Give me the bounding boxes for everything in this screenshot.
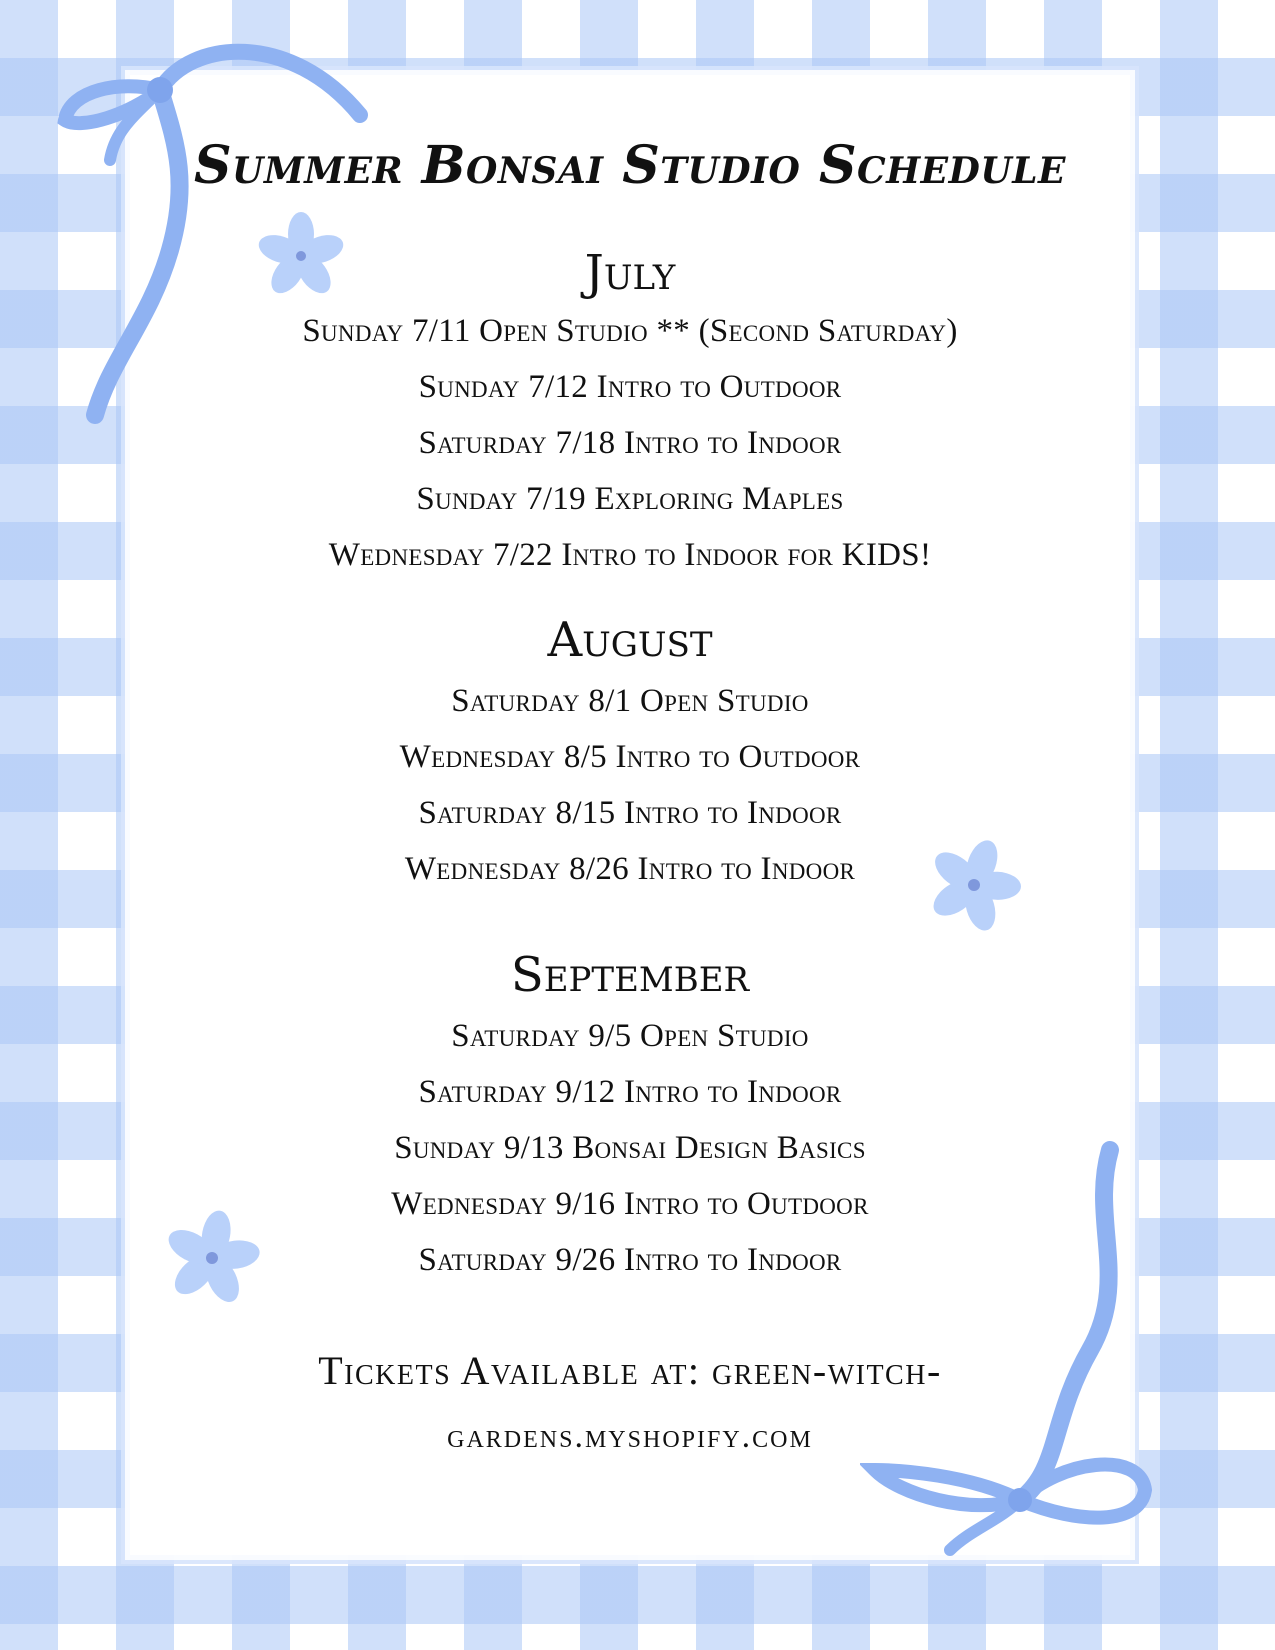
month-heading-august: August xyxy=(547,612,713,668)
july-event-list xyxy=(130,303,1130,583)
tickets-label: Tickets Available at: green-witch- xyxy=(318,1348,942,1393)
tickets-info xyxy=(130,1338,1130,1470)
event-item: Saturday 9/26 Intro to Indoor xyxy=(418,1242,842,1278)
august-event-list xyxy=(130,673,1130,897)
month-heading-july: July xyxy=(584,245,676,301)
event-item: Sunday 9/13 Bonsai Design Basics xyxy=(394,1130,866,1166)
schedule-content xyxy=(130,0,1130,1650)
month-heading-september: September xyxy=(510,947,750,1003)
event-item: Wednesday 8/5 Intro to Outdoor xyxy=(399,739,861,775)
event-item: Saturday 9/5 Open Studio xyxy=(451,1018,809,1054)
september-event-list xyxy=(130,1008,1130,1288)
event-item: Saturday 9/12 Intro to Indoor xyxy=(418,1074,842,1110)
event-item: Saturday 7/18 Intro to Indoor xyxy=(418,425,842,461)
event-item: Sunday 7/19 Exploring Maples xyxy=(416,481,844,517)
event-item: Wednesday 9/16 Intro to Outdoor xyxy=(391,1186,869,1222)
tickets-link[interactable]: gardens.myshopify.com xyxy=(447,1418,813,1455)
event-item: Saturday 8/1 Open Studio xyxy=(451,683,809,719)
event-item: Wednesday 8/26 Intro to Indoor xyxy=(404,851,856,887)
event-item: Sunday 7/11 Open Studio ** (Second Saturday) xyxy=(302,313,958,349)
event-item: Saturday 8/15 Intro to Indoor xyxy=(418,795,842,831)
event-item: Wednesday 7/22 Intro to Indoor for KIDS! xyxy=(328,537,932,573)
event-item: Sunday 7/12 Intro to Outdoor xyxy=(418,369,842,405)
page-title: Summer Bonsai Studio Schedule xyxy=(194,135,1066,196)
